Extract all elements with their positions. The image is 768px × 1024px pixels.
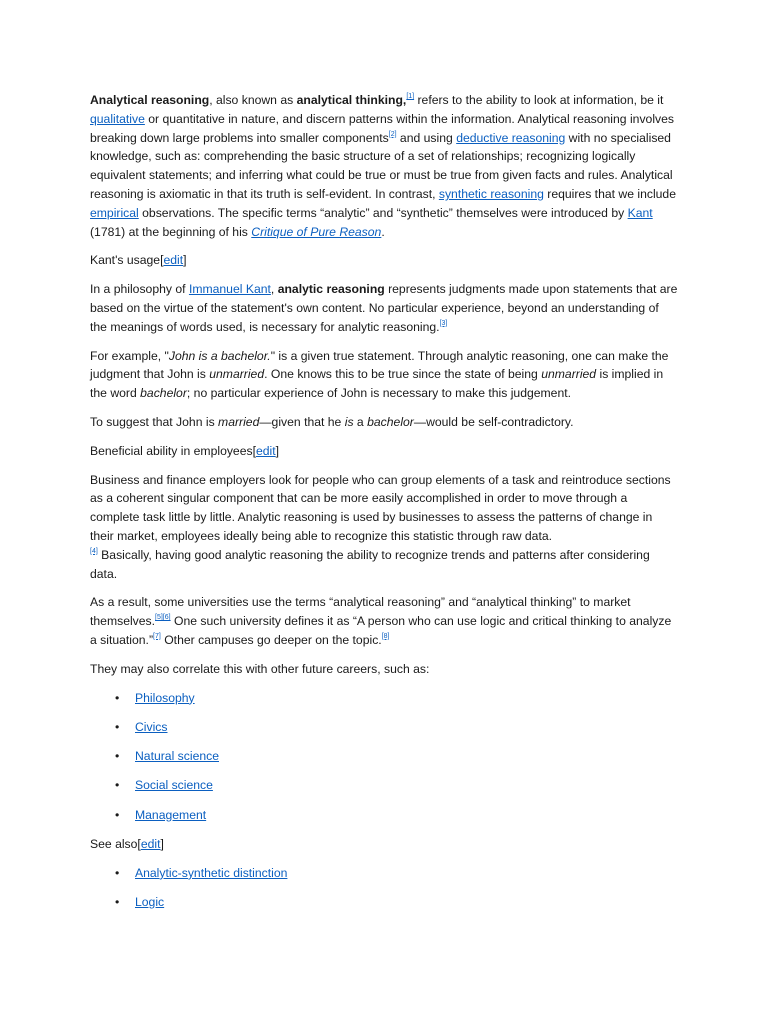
universities-paragraph: As a result, some universities use the terms “analytical reasoning” and “analytical thinking” to market themselves.[5][6] One such university defines it as “A person who can use logic and critical thinking to analyze a situation.”[7] Other campuses go deeper on the topic.[8] bbox=[90, 595, 672, 647]
citation-link[interactable]: [2] bbox=[388, 130, 397, 138]
list-item bbox=[90, 864, 678, 883]
citation-link[interactable]: [5][6] bbox=[155, 614, 171, 622]
see-also-list bbox=[90, 864, 678, 912]
link-empirical[interactable]: empirical bbox=[90, 205, 139, 220]
link-qualitative[interactable]: qualitative bbox=[90, 111, 145, 126]
bold-term: analytical thinking, bbox=[296, 93, 407, 107]
link-analytic-synthetic-distinction[interactable]: Analytic-synthetic distinction bbox=[135, 865, 288, 880]
kant-paragraph: In a philosophy of Immanuel Kant, analytic reasoning represents judgments made upon statements that are based on the virtue of the statement's own content. No particular experience, beyond an understanding of the meanings of words used, is necessary for analytic reasoning.[3] bbox=[90, 282, 678, 334]
intro-paragraph: Analytical reasoning, also known as analytical thinking,[1] refers to the ability to look at information, be it qualitative or quantitative in nature, and discern patterns within the information. Analytical reasoning involves breaking down large problems into smaller components[2] and using deductive reasoning with no specialised knowledge, such as: comprehending the basic structure of a set of relationships; recognizing logically equivalent statements; and inferring what could be true or must be true from given facts and rules. Analytical reasoning is axiomatic in that its truth is self-evident. In contrast, synthetic reasoning requires that we include empirical observations. The specific terms “analytic” and “synthetic” themselves were introduced by Kant (1781) at the beginning of his Critique of Pure Reason. bbox=[90, 93, 676, 239]
link-deductive-reasoning[interactable]: deductive reasoning bbox=[456, 130, 566, 145]
section-heading-see-also: See also[edit] bbox=[90, 837, 164, 851]
link-natural-science[interactable]: Natural science bbox=[135, 749, 219, 764]
link-kant[interactable]: Kant bbox=[627, 205, 653, 220]
careers-list bbox=[90, 689, 678, 825]
citation-link[interactable]: [3] bbox=[439, 319, 448, 327]
link-civics[interactable]: Civics bbox=[135, 719, 168, 734]
business-paragraph: Business and finance employers look for people who can group elements of a task and reintroduce sections as a coherent singular component that can be more easily accomplished in order to move through a complete task little by little. Analytic reasoning is used by businesses to assess the patterns of change in their market, employees ideally being able to recognize this statistic through raw data. [4] Basically, having good analytic reasoning the ability to recognize trends and patterns after considering data. bbox=[90, 472, 671, 581]
link-logic[interactable]: Logic bbox=[135, 895, 165, 910]
list-item bbox=[90, 893, 678, 912]
example-paragraph: For example, "John is a bachelor." is a given true statement. Through analytic reasoning, one can make the judgment that John is unmarried. One knows this to be true since the state of being unmarried is implied in the word bachelor; no particular experience of John is necessary to make this judgement. bbox=[90, 348, 669, 401]
careers-intro: They may also correlate this with other future careers, such as: bbox=[90, 661, 430, 676]
contradiction-paragraph: To suggest that John is married—given that he is a bachelor—would be self-contradictory. bbox=[90, 414, 574, 429]
article-body bbox=[90, 91, 678, 922]
citation-link[interactable]: [8] bbox=[381, 632, 390, 640]
link-social-science[interactable]: Social science bbox=[135, 778, 213, 793]
list-item bbox=[90, 689, 678, 708]
link-critique-of-pure-reason[interactable]: Critique of Pure Reason bbox=[251, 224, 382, 239]
link-immanuel-kant[interactable]: Immanuel Kant bbox=[188, 282, 271, 297]
section-heading-beneficial-ability: Beneficial ability in employees[edit] bbox=[90, 443, 280, 458]
edit-link[interactable]: edit bbox=[163, 253, 184, 268]
link-synthetic-reasoning[interactable]: synthetic reasoning bbox=[438, 186, 544, 201]
section-heading-kants-usage: Kant's usage[edit] bbox=[90, 253, 187, 268]
citation-link[interactable]: [7] bbox=[153, 632, 161, 640]
edit-link[interactable]: edit bbox=[140, 837, 161, 851]
edit-link[interactable]: edit bbox=[255, 443, 276, 458]
bold-term: Analytical reasoning bbox=[90, 93, 210, 107]
list-item bbox=[90, 747, 678, 766]
link-management[interactable]: Management bbox=[135, 807, 207, 822]
list-item bbox=[90, 718, 678, 737]
list-item bbox=[90, 806, 678, 825]
list-item bbox=[90, 776, 678, 795]
citation-link[interactable]: [4] bbox=[90, 547, 98, 555]
citation-link[interactable]: [1] bbox=[406, 93, 415, 100]
bold-term: analytic reasoning bbox=[277, 282, 385, 297]
link-philosophy[interactable]: Philosophy bbox=[135, 690, 195, 705]
